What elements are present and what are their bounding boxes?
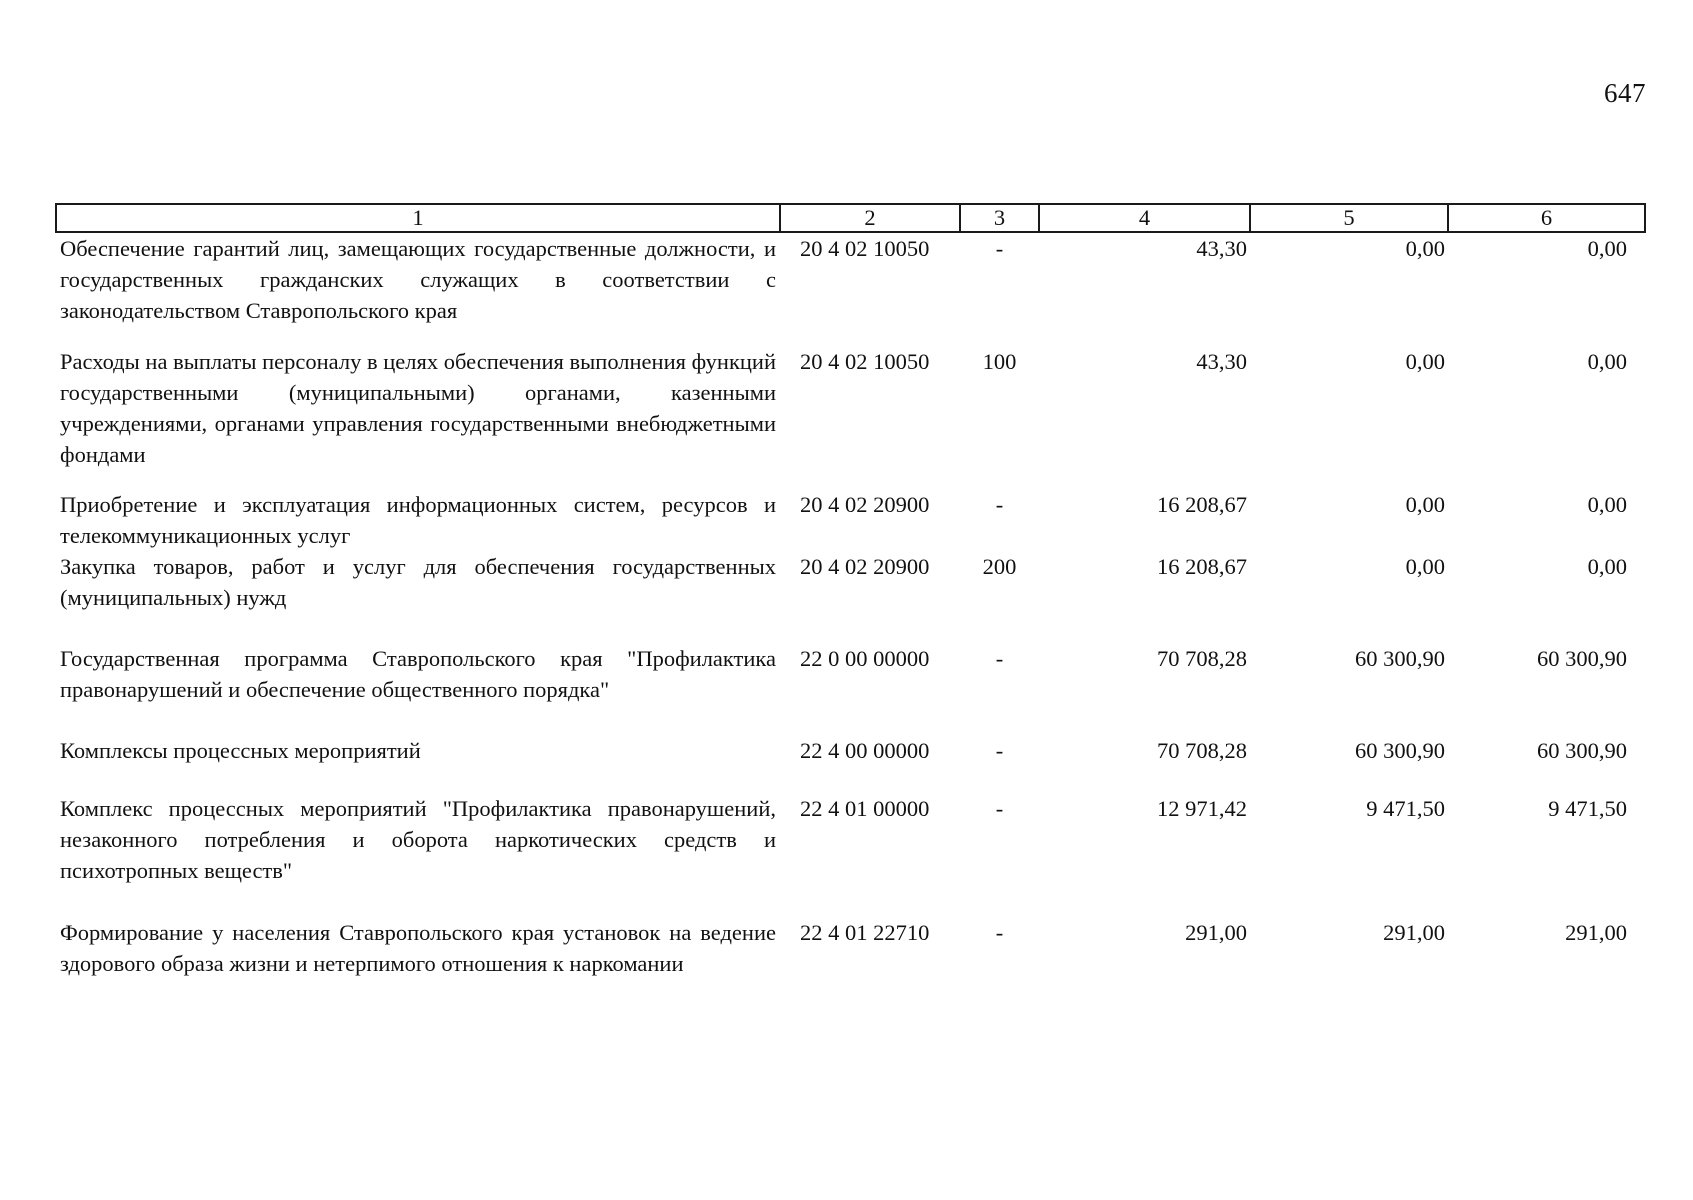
table-row	[56, 551, 1645, 643]
table-body	[56, 232, 1645, 1013]
row-name: Комплекс процессных мероприятий "Профилактика правонарушений, незаконного потребления и оборота наркотических средств и психотропных веществ"	[60, 796, 776, 883]
column-header-4: 4	[1039, 204, 1250, 232]
row-amount-2: 0,00	[1405, 349, 1445, 374]
row-target-code: 20 4 02 10050	[800, 236, 930, 261]
row-amount-1: 16 208,67	[1157, 554, 1247, 579]
row-amount-3: 60 300,90	[1537, 646, 1627, 671]
row-expense-type: -	[995, 920, 1004, 945]
row-expense-type: -	[995, 492, 1004, 517]
table-row	[56, 793, 1645, 917]
row-expense-type: -	[995, 796, 1004, 821]
row-name: Комплексы процессных мероприятий	[60, 738, 421, 763]
row-name: Формирование у населения Ставропольского края установок на ведение здорового образа жизни и нетерпимого отношения к наркомании	[60, 920, 776, 976]
row-amount-1: 12 971,42	[1157, 796, 1247, 821]
page-number: 647	[1604, 78, 1646, 108]
row-amount-3: 0,00	[1587, 349, 1627, 374]
row-target-code: 22 0 00 00000	[800, 646, 930, 671]
row-amount-2: 60 300,90	[1355, 646, 1445, 671]
row-amount-2: 9 471,50	[1366, 796, 1445, 821]
column-header-3: 3	[960, 204, 1039, 232]
row-name: Закупка товаров, работ и услуг для обеспечения государственных (муниципальных) нужд	[60, 554, 776, 610]
row-amount-3: 0,00	[1587, 492, 1627, 517]
table-row	[56, 735, 1645, 793]
table-row	[56, 232, 1645, 346]
row-amount-3: 0,00	[1587, 236, 1627, 261]
table-row	[56, 489, 1645, 551]
row-amount-2: 0,00	[1405, 554, 1445, 579]
column-header-1: 1	[56, 204, 780, 232]
column-header-6: 6	[1448, 204, 1645, 232]
row-name: Расходы на выплаты персоналу в целях обеспечения выполнения функций государственными (муниципальными) органами, казенными учреждениями, органами управления государственными внебюджетными фондами	[60, 349, 776, 467]
header-row	[56, 204, 1645, 232]
row-amount-1: 70 708,28	[1157, 738, 1247, 763]
row-target-code: 20 4 02 20900	[800, 492, 930, 517]
row-amount-3: 0,00	[1587, 554, 1627, 579]
row-amount-1: 43,30	[1196, 349, 1247, 374]
column-header-5: 5	[1250, 204, 1448, 232]
table-row	[56, 917, 1645, 1013]
row-name: Обеспечение гарантий лиц, замещающих государственные должности, и государственных гражданских служащих в соответствии с законодательством Ставропольского края	[60, 236, 776, 323]
row-expense-type: -	[995, 646, 1004, 671]
row-amount-1: 70 708,28	[1157, 646, 1247, 671]
row-amount-3: 9 471,50	[1548, 796, 1627, 821]
table-row	[56, 346, 1645, 489]
row-expense-type: 200	[982, 554, 1017, 579]
row-amount-1: 16 208,67	[1157, 492, 1247, 517]
row-amount-1: 43,30	[1196, 236, 1247, 261]
row-expense-type: -	[995, 738, 1004, 763]
table-row	[56, 643, 1645, 735]
row-amount-2: 60 300,90	[1355, 738, 1445, 763]
row-amount-1: 291,00	[1185, 920, 1247, 945]
column-header-2: 2	[780, 204, 960, 232]
row-name: Приобретение и эксплуатация информационных систем, ресурсов и телекоммуникационных услуг	[60, 492, 776, 548]
row-name: Государственная программа Ставропольского края "Профилактика правонарушений и обеспечение общественного порядка"	[60, 646, 776, 702]
row-amount-3: 60 300,90	[1537, 738, 1627, 763]
row-expense-type: 100	[982, 349, 1017, 374]
row-amount-2: 291,00	[1383, 920, 1445, 945]
row-amount-2: 0,00	[1405, 236, 1445, 261]
row-target-code: 20 4 02 10050	[800, 349, 930, 374]
row-expense-type: -	[995, 236, 1004, 261]
row-amount-3: 291,00	[1565, 920, 1627, 945]
row-amount-2: 0,00	[1405, 492, 1445, 517]
row-target-code: 20 4 02 20900	[800, 554, 930, 579]
row-target-code: 22 4 01 00000	[800, 796, 930, 821]
row-target-code: 22 4 00 00000	[800, 738, 930, 763]
table-header	[56, 204, 1645, 232]
row-target-code: 22 4 01 22710	[800, 920, 930, 945]
budget-table	[55, 203, 1646, 1013]
